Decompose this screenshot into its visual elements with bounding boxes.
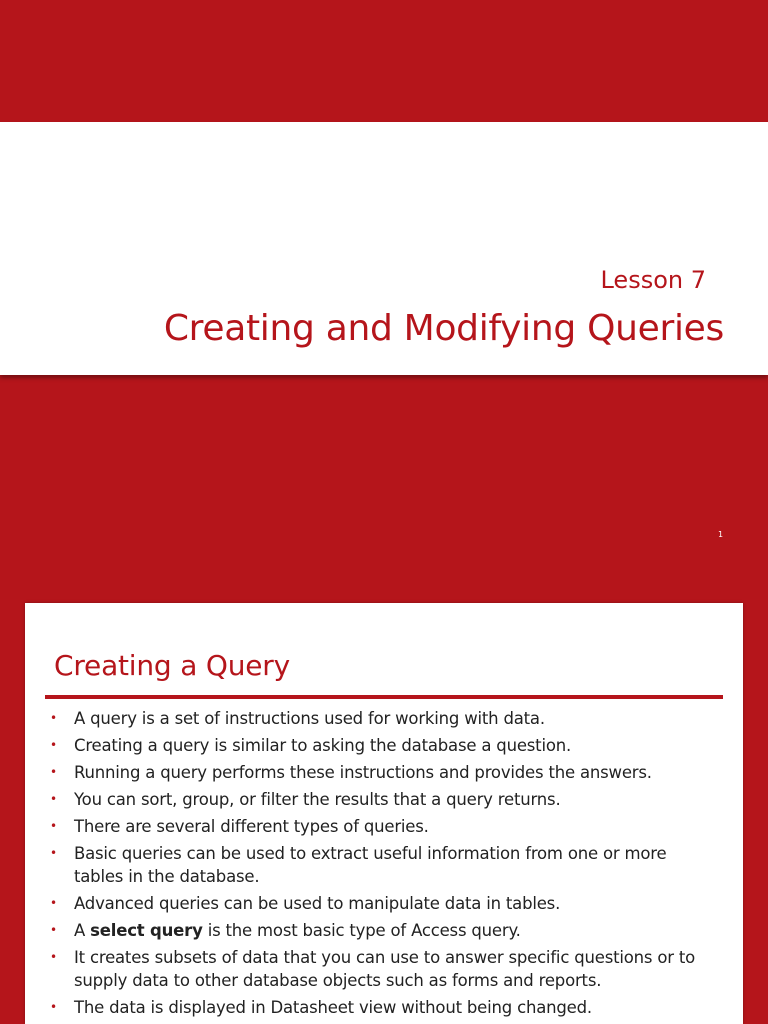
bullet-item xyxy=(45,788,715,811)
page-number: 1 xyxy=(718,530,724,539)
bullet-item xyxy=(45,734,715,757)
bullet-bold-term: select query xyxy=(90,921,203,940)
bullet-marker: • xyxy=(50,846,57,860)
bullet-item xyxy=(45,842,715,888)
bullet-text: Advanced queries can be used to manipulate data in tables. xyxy=(74,894,561,913)
lesson-subtitle: Lesson 7 xyxy=(600,266,706,294)
bullet-marker: • xyxy=(50,819,57,833)
bullet-item xyxy=(45,815,715,838)
bullet-marker: • xyxy=(50,792,57,806)
bullet-marker: • xyxy=(50,738,57,752)
bullet-text: A query is a set of instructions used for working with data. xyxy=(74,709,545,728)
bullet-marker: • xyxy=(50,765,57,779)
bullet-text: A xyxy=(74,921,91,940)
bullet-item xyxy=(45,892,715,915)
bullet-text: Running a query performs these instructions and provides the answers. xyxy=(74,763,652,782)
bullet-text: You can sort, group, or filter the results that a query returns. xyxy=(74,790,561,809)
bullet-text: Creating a query is similar to asking the database a question. xyxy=(74,736,572,755)
bullet-marker: • xyxy=(50,923,57,937)
bullet-text: The data is displayed in Datasheet view without being changed. xyxy=(74,998,592,1017)
content-slide-title: Creating a Query xyxy=(54,649,290,682)
bullet-text: Basic queries can be used to extract useful information from one or more tables in the database. xyxy=(74,844,667,886)
slide-title: Creating and Modifying Queries xyxy=(163,308,724,349)
content-slide xyxy=(25,603,743,1024)
bullet-text: is the most basic type of Access query. xyxy=(202,921,521,940)
bullet-text: It creates subsets of data that you can use to answer specific questions or to supply data to other database objects such as forms and reports. xyxy=(74,948,696,990)
bullet-item xyxy=(45,707,715,730)
bullet-marker: • xyxy=(50,1000,57,1014)
bullet-item xyxy=(45,946,715,992)
title-band xyxy=(0,122,768,375)
bullet-item xyxy=(45,919,715,942)
bullet-item xyxy=(45,996,715,1019)
bullet-text: There are several different types of queries. xyxy=(74,817,429,836)
bullet-marker: • xyxy=(50,950,57,964)
bullet-marker: • xyxy=(50,896,57,910)
bullet-marker: • xyxy=(50,711,57,725)
title-underline xyxy=(45,695,723,699)
bullet-list xyxy=(45,707,715,1023)
bullet-item xyxy=(45,761,715,784)
